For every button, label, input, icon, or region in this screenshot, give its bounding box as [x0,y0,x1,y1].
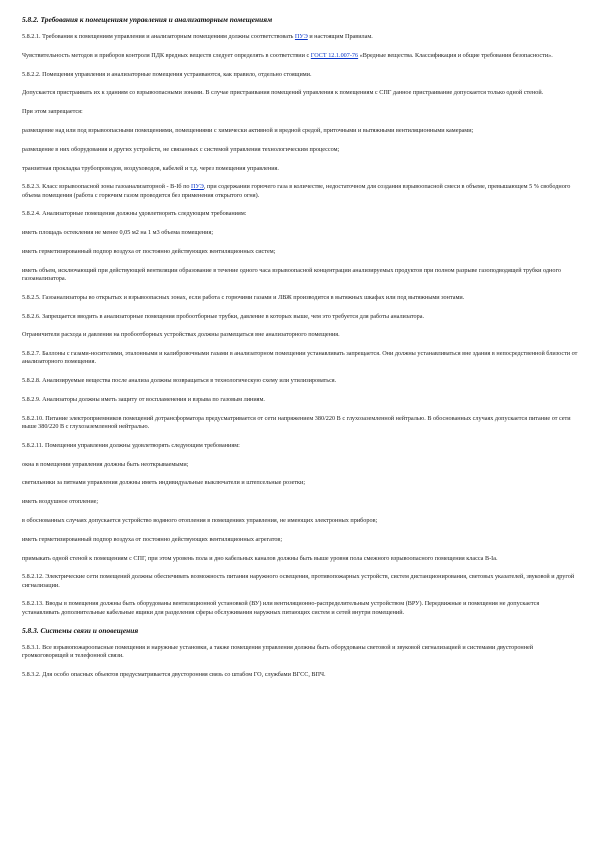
paragraph: 5.8.2.12. Электрические сети помещений должны обеспечивать возможность питания наружного освещения, противопожарных устройств, систем дистанционирования, световых указателей, звуковой и другой сигнализации. [22,573,575,589]
paragraph: 5.8.2.4. Анализаторные помещения должны удовлетворять следующим требованиям: [22,210,247,218]
list-item: иметь объем, исключающий при действующей вентиляции образование в течение одного часа взрывоопасной концентрации анализируемых продуктов при полном разрыве газоподводящей трубки одного газоанализатора. [22,266,561,282]
list-item: примыкать одной стеной к помещениям с СПГ, при этом уровень пола и дно кабельных каналов должны быть выше уровня пола смежного взрывоопасного помещения класса В-Iа. [22,554,498,562]
paragraph-text: и настоящим Правилам. [307,33,373,40]
paragraph: Ограничители расхода и давления на пробоотборных устройствах должны размещаться вне анализаторного помещения. [22,331,340,339]
list-item: иметь воздушное отопление; [22,498,99,506]
paragraph: 5.8.2.13. Вводы в помещения должны быть оборудованы вентиляционной установкой (ВУ) или вентиляционно-распределительным устройством (ВРУ). Передвижные и помещения не допускается устанавливать дополнительные кабельные ящики для разделения сферы обслуживания наружных питающих систем и сетей внутри помещений. [22,600,540,616]
section-heading-5-8-2: 5.8.2. Требования к помещениям управления и анализаторным помещениям [22,15,273,24]
list-item: окна в помещении управления должны быть неоткрываемыми; [22,460,189,468]
paragraph-text: , при содержании горючего газа в количестве, недостаточном для создания взрывоопасной смеси в объеме, превышающем 5 % свободного объема помещения (работа с горючим газом проводится без применения открытого огня). [22,183,571,199]
list-item: светильники за пятнами управления должны иметь индивидуальные выключатели и штепсельные розетки; [22,479,306,487]
paragraph-text: 5.8.2.3. Класс взрывоопасной зоны газоанализаторной - В-Iб по [22,183,192,191]
list-item: в обоснованных случаях допускается устройство водяного отопления в помещениях управления, не имеющих электронных приборов; [22,516,378,524]
list-item: транзитная прокладка трубопроводов, воздуховодов, кабелей и т.д. через помещения управления. [22,164,279,172]
paragraph: 5.8.2.8. Анализируемые вещества после анализа должны возвращаться в технологическую схему или утилизироваться. [22,377,337,385]
paragraph-text: «Вредные вещества. Классификация и общие требования безопасности». [358,51,553,59]
pue-link[interactable]: ПУЭ [191,183,204,191]
paragraph-text: Чувствительность методов и приборов контроля ПДК вредных веществ следует определять в соответствии с [22,51,311,59]
gost-link[interactable]: ГОСТ 12.1.007-76 [310,51,359,59]
list-item: иметь герметизированный подпор воздуха от постоянно действующих вентиляционных агрегатов; [22,535,283,543]
paragraph: 5.8.2.7. Баллоны с газами-носителями, эталонными и калибровочными газами в анализаторном помещении устанавливать запрещается. Они должны устанавливаться вне здания в непосредственной близости от анализаторного помещения. [22,350,578,366]
paragraph [22,183,578,199]
paragraph: 5.8.2.11. Помещения управления должны удовлетворять следующим требованиям: [22,441,240,449]
list-item: размещение в них оборудования и других устройств, не связанных с системой управления технологическим процессом; [22,145,340,153]
paragraph: 5.8.2.2. Помещения управления и анализаторные помещения устраиваются, как правило, отдельно стоящими. [22,70,312,78]
list-item: размещение над или под взрывоопасными помещениями, помещениями с химически активной и вредной средой, приточными и вытяжными вентиляционными камерами; [22,126,474,134]
paragraph: 5.8.2.5. Газоанализаторы во открытых и взрывоопасных зонах, если работа с горючими газами и ЛВЖ производится в вытяжных шкафах или под вытяжными зонтами. [22,293,465,301]
paragraph: При этом запрещается: [22,108,83,116]
pue-link[interactable]: ПУЭ [294,33,308,40]
list-item: иметь площадь остекления не менее 0,05 м2 на 1 м3 объема помещения; [22,229,214,237]
paragraph [22,52,578,60]
paragraph: 5.8.2.9. Анализаторы должны иметь защиту от воспламенения и взрыва по газовым линиям. [22,395,265,403]
paragraph [22,33,578,41]
paragraph: 5.8.3.1. Все взрывопожароопасные помещения и наружные установки, а также помещения управления должны быть оборудованы световой и звуковой сигнализацией и системами двусторонней громкоговорящей и телефонной связи. [22,643,534,659]
paragraph: 5.8.2.6. Запрещается вводить в анализаторные помещения пробоотборные трубки, давление в которых выше, чем это требуется для работы анализатора. [22,312,424,320]
paragraph: Допускается пристраивать их к зданиям со взрывоопасными зонами. В случае пристраивания помещений управления к помещениям с СПГ данное пристраивание допускается только одной стеной. [22,89,544,97]
section-heading-5-8-3: 5.8.3. Системы связи и оповещения [22,625,139,635]
paragraph: 5.8.2.10. Питание электроприемников помещений дотрансформатора предусматривается от сети напряжением 380/220 В с глухозаземленной нейтралью. В обоснованных случаях допускается питание от сети выше 380/220 В с глухозаземленной нейтралью. [22,414,571,430]
paragraph: 5.8.3.2. Для особо опасных объектов предусматривается двусторонняя связь со штабом ГО, службами ВГСС, ВПЧ. [22,670,326,678]
document-page [22,8,578,690]
paragraph-text: 5.8.2.1. Требования к помещениям управления и анализаторным помещениям должны соответствовать [22,33,295,40]
list-item: иметь герметизированный подпор воздуха от постоянно действующих вентиляционных систем; [22,247,276,255]
